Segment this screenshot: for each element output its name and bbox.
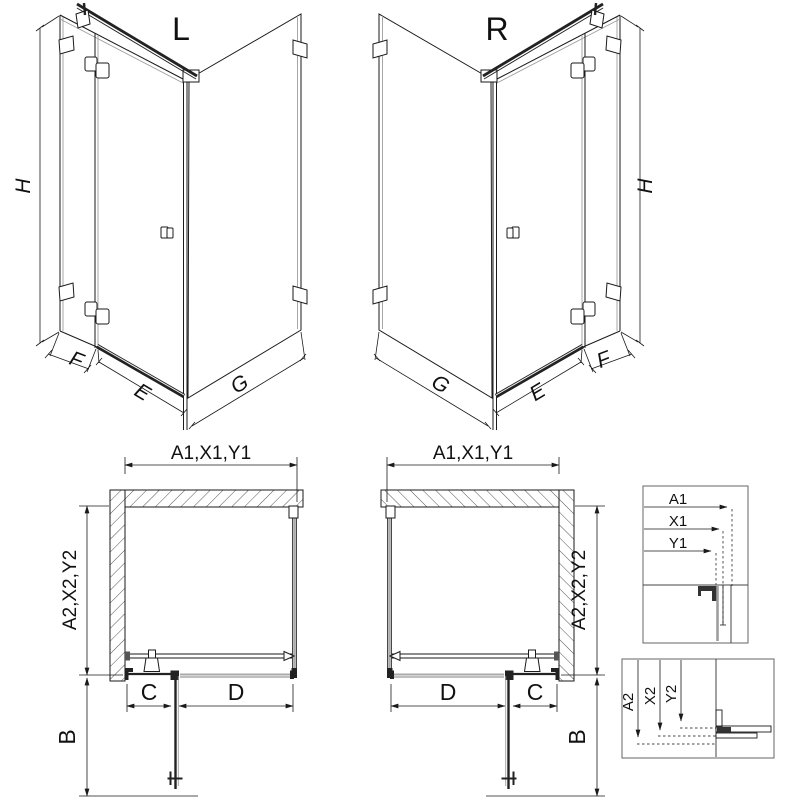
- detail-x2-label: X2: [642, 686, 659, 706]
- plan-left-d-label: D: [227, 679, 245, 705]
- plan-right-d-label: D: [439, 679, 457, 705]
- enclosure-3d-left-view: [12, 3, 307, 430]
- detail-y1-label: Y1: [668, 535, 688, 552]
- plan-left-side-dim-label: A2,X2,Y2: [60, 549, 81, 631]
- variant-label-right: R: [485, 11, 509, 47]
- dim-label-fixed-left: F: [66, 346, 87, 373]
- plan-right-side-dim-label: A2,X2,Y2: [569, 549, 590, 631]
- dim-label-side-right: G: [427, 370, 454, 399]
- plan-left-b-label: B: [54, 729, 80, 745]
- width-measure-detail-box: [643, 486, 748, 643]
- detail-a2-label: A2: [620, 692, 637, 712]
- detail-y2-label: Y2: [663, 684, 680, 704]
- plan-left-c-label: C: [140, 679, 158, 705]
- dim-label-height-right: H: [634, 178, 657, 194]
- plan-left-top-dim-label: A1,X1,Y1: [170, 443, 252, 464]
- dim-label-fixed-right: F: [593, 346, 614, 373]
- floor-profile-section: [716, 710, 722, 727]
- detail-a1-label: A1: [668, 491, 688, 508]
- plan-left-geometry: [79, 457, 303, 796]
- detail-x1-label: X1: [668, 513, 688, 530]
- depth-measure-detail-box: [620, 659, 774, 758]
- plan-right-c-label: C: [526, 679, 544, 705]
- dim-label-side-left: G: [226, 370, 253, 399]
- plan-right-top-dim-label: A1,X1,Y1: [432, 443, 514, 464]
- variant-label-left: L: [172, 11, 190, 47]
- plan-right-b-label: B: [564, 729, 590, 745]
- plan-view-right: [381, 443, 605, 796]
- enclosure-3d-right-view: [373, 3, 657, 430]
- dim-label-height-left: H: [12, 178, 35, 194]
- dim-label-door-left: E: [130, 378, 155, 406]
- dim-label-door-right: E: [525, 378, 550, 406]
- plan-view-left: [54, 443, 303, 796]
